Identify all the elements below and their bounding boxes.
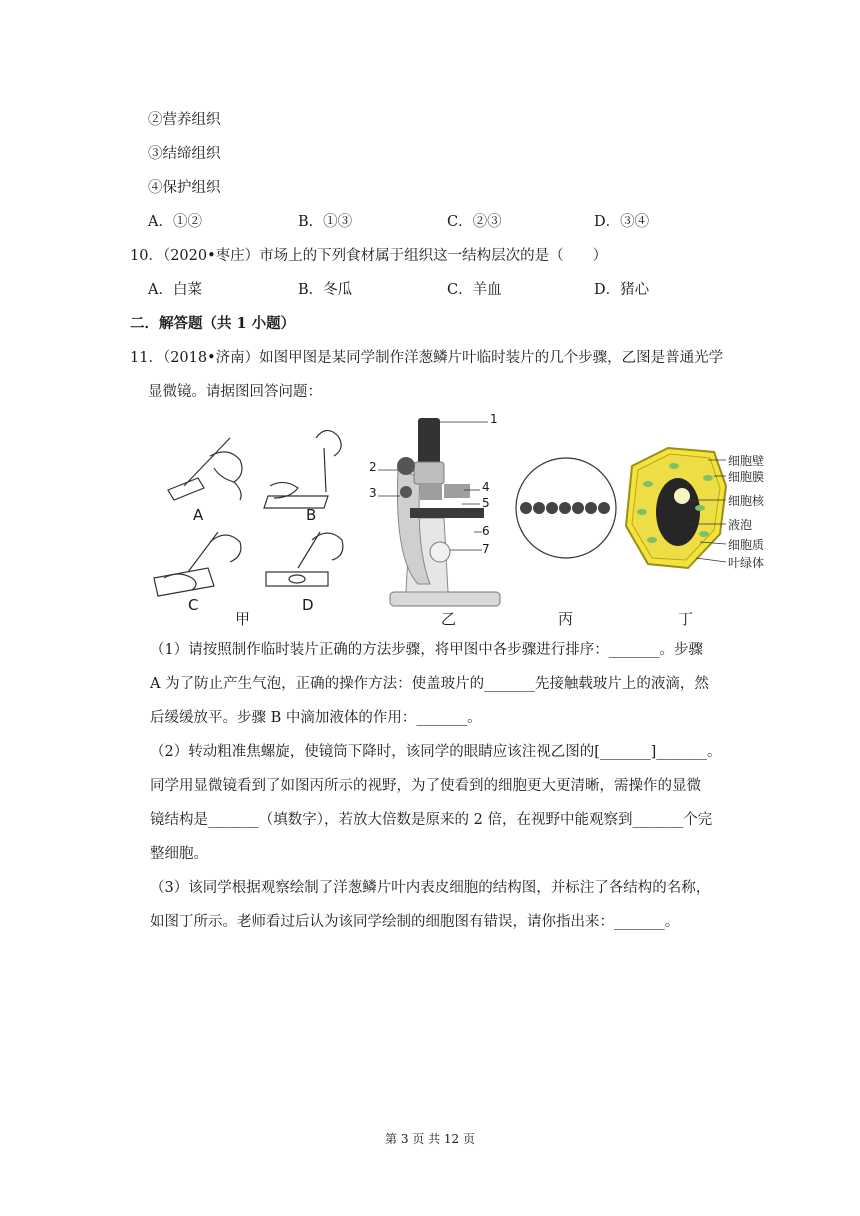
- section-title: 二．解答题（共 1 小题）: [130, 315, 296, 332]
- microscope-illustration: [378, 418, 500, 606]
- q11-p3-line1: （3）该同学根据观察绘制了洋葱鳞片叶内表皮细胞的结构图，并标注了各结构的名称，: [150, 880, 711, 896]
- cell-label-vacuole: 液泡: [728, 518, 753, 532]
- q9-option-b: B．①③: [298, 214, 353, 230]
- cell-label-membrane: 细胞膜: [728, 470, 765, 484]
- field-of-view-illustration: [516, 458, 616, 558]
- cell-label-nucleus: 细胞核: [728, 494, 765, 508]
- step-label-a: A: [193, 506, 204, 524]
- step-d-illustration: [266, 532, 343, 586]
- microscope-label-2: 2: [369, 460, 377, 474]
- panel-label-bing: 丙: [558, 610, 574, 628]
- q9-item-4: ④保护组织: [148, 180, 221, 196]
- panel-label-jia: 甲: [235, 610, 251, 628]
- q11-p2-line2: 同学用显微镜看到了如图丙所示的视野，为了使看到的细胞更大更清晰，需操作的显微: [150, 778, 701, 794]
- page-number: 第 3 页 共 12 页: [385, 1132, 475, 1146]
- microscope-label-3: 3: [369, 486, 377, 500]
- microscope-label-5: 5: [482, 496, 490, 510]
- q10-stem: 10．（2020•枣庄）市场上的下列食材属于组织这一结构层次的是（ ）: [130, 248, 608, 264]
- q10-option-b: B．冬瓜: [298, 282, 353, 298]
- microscope-label-7: 7: [482, 542, 490, 556]
- q11-p3-line2: 如图丁所示。老师看过后认为该同学绘制的细胞图有错误，请你指出来：_______。: [150, 914, 680, 930]
- plant-cell-illustration: [626, 448, 726, 568]
- q9-option-c: C．②③: [447, 214, 502, 230]
- cell-label-cytoplasm: 细胞质: [728, 538, 765, 552]
- step-b-illustration: [264, 430, 341, 508]
- q11-p1-line1: （1）请按照制作临时装片正确的方法步骤，将甲图中各步骤进行排序：_______。步骤: [150, 642, 703, 658]
- figure-illustration: [148, 408, 788, 630]
- q10-option-a: A．白菜: [148, 282, 202, 298]
- q11-stem-line2: 显微镜。请据图回答问题：: [148, 384, 322, 400]
- q10-option-c: C．羊血: [447, 282, 502, 298]
- q9-option-a: A．①②: [148, 214, 202, 230]
- q11-p1-line3: 后缓缓放平。步骤 B 中滴加液体的作用：_______。: [150, 710, 482, 726]
- step-label-b: B: [306, 506, 317, 524]
- q11-figure: [148, 408, 788, 630]
- q10-option-d: D．猪心: [594, 282, 650, 298]
- q11-p2-line3: 镜结构是_______（填数字），若放大倍数是原来的 2 倍，在视野中能观察到_______个完: [150, 812, 713, 828]
- microscope-label-1: 1: [490, 412, 498, 426]
- cell-label-chloroplast: 叶绿体: [728, 556, 765, 570]
- q11-stem-line1: 11．（2018•济南）如图甲图是某同学制作洋葱鳞片叶临时装片的几个步骤，乙图是普通光学: [130, 350, 724, 366]
- q11-p1-line2: A 为了防止产生气泡，正确的操作方法：使盖玻片的_______先接触载玻片上的液滴，然: [150, 676, 709, 692]
- panel-label-ding: 丁: [678, 610, 694, 628]
- cell-label-wall: 细胞壁: [728, 454, 765, 468]
- microscope-label-6: 6: [482, 524, 490, 538]
- step-a-illustration: [168, 438, 242, 500]
- q11-p2-line1: （2）转动粗准焦螺旋，使镜筒下降时，该同学的眼睛应该注视乙图的[_______]_______。: [150, 744, 722, 760]
- q9-option-d: D．③④: [594, 214, 650, 230]
- step-label-d: D: [302, 596, 314, 614]
- panel-label-yi: 乙: [441, 610, 457, 628]
- step-label-c: C: [188, 596, 199, 614]
- q9-item-3: ③结缔组织: [148, 146, 221, 162]
- step-c-illustration: [154, 532, 241, 596]
- q11-p2-line4: 整细胞。: [150, 846, 208, 862]
- q9-item-2: ②营养组织: [148, 112, 221, 128]
- microscope-label-4: 4: [482, 480, 490, 494]
